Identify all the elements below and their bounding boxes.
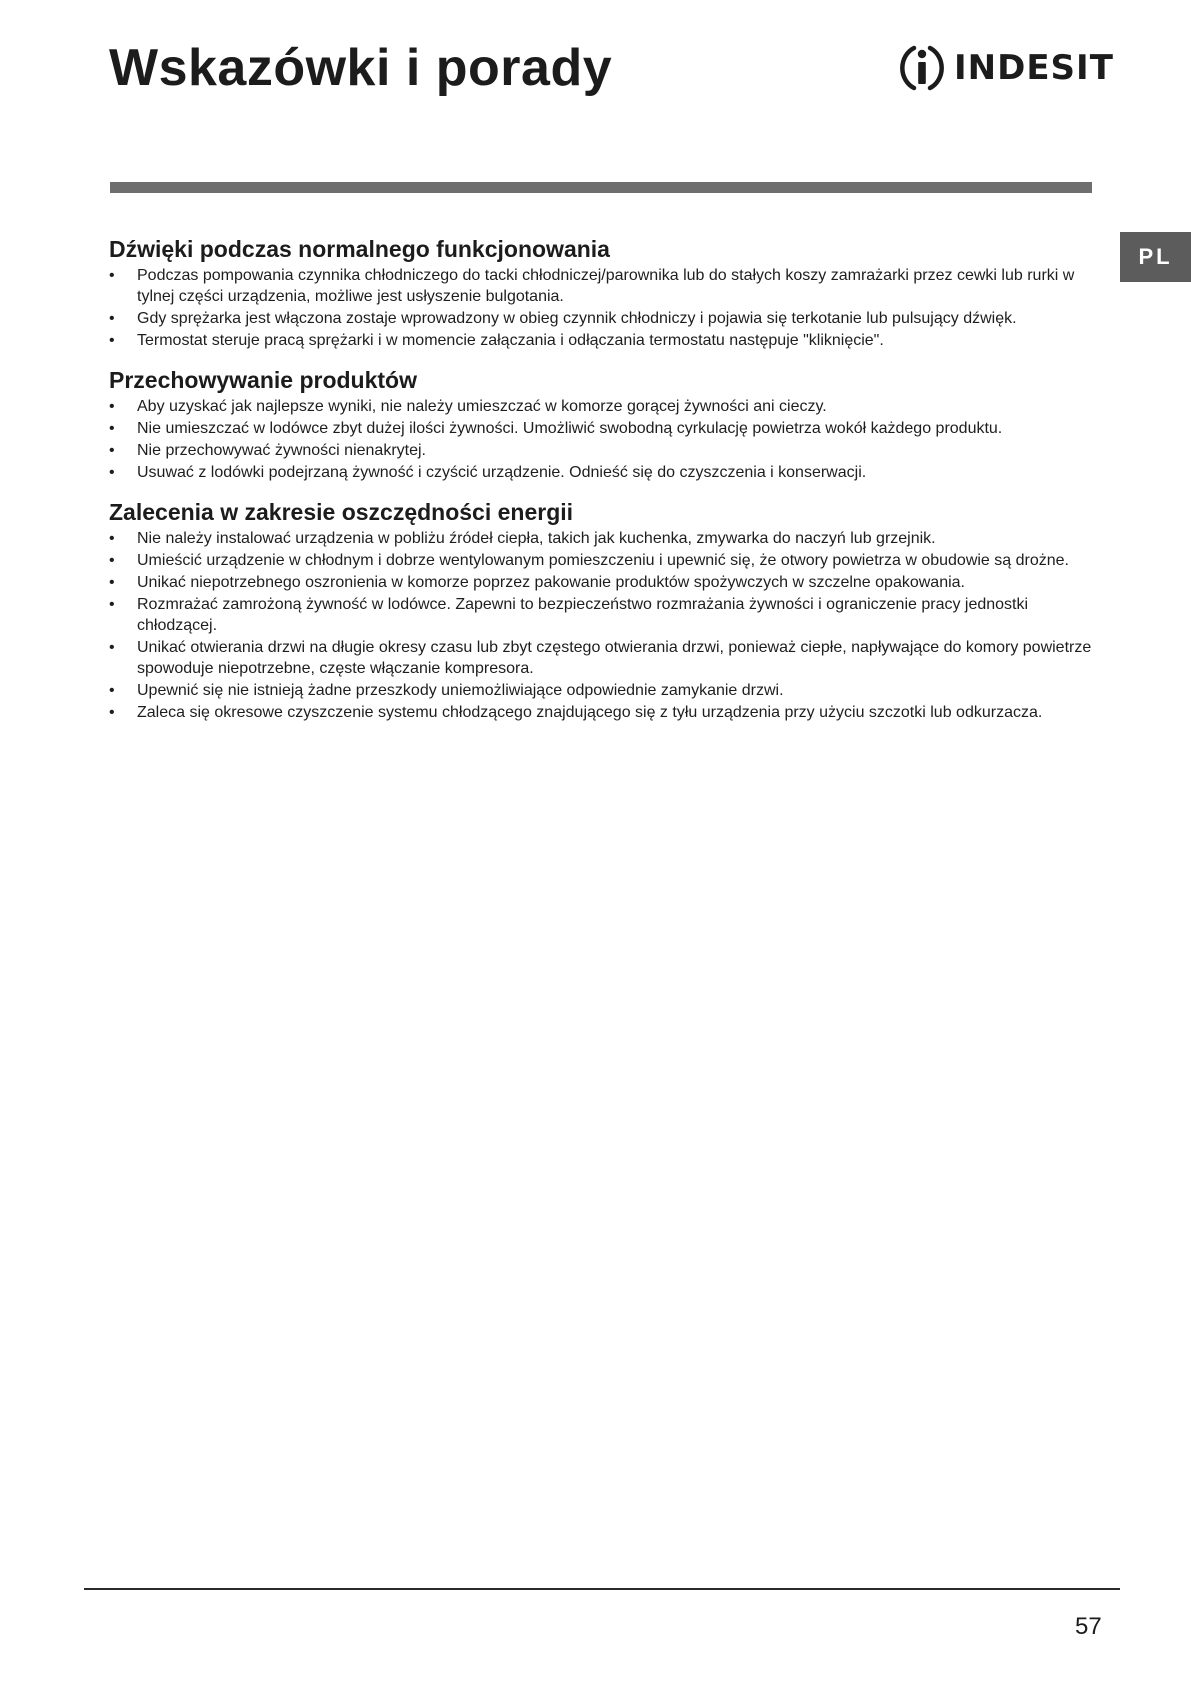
bullet-list [109,528,1094,723]
section-sounds [109,234,1094,351]
list-item: • Nie umieszczać w lodówce zbyt dużej ilości żywności. Umożliwić swobodną cyrkulację powietrza wokół każdego produktu. [109,418,1094,439]
list-item: • Podczas pompowania czynnika chłodniczego do tacki chłodniczej/parownika lub do stałych koszy zamrażarki przez cewki lub rurki w tylnej części urządzenia, możliwe jest usłyszenie bulgotania. [109,265,1094,307]
section-heading: Przechowywanie produktów [109,367,417,393]
list-item: • Unikać otwierania drzwi na długie okresy czasu lub zbyt częstego otwierania drzwi, ponieważ ciepłe, napływające do komory powietrze spowoduje niepotrzebne, częste włączanie kompresora. [109,637,1094,679]
footer-divider [84,1588,1120,1590]
list-item: • Gdy sprężarka jest włączona zostaje wprowadzony w obieg czynnik chłodniczy i pojawia się terkotanie lub pulsujący dźwięk. [109,308,1094,329]
section-energy [109,497,1094,723]
brand-name: INDESIT [954,48,1114,88]
list-item: • Rozmrażać zamrożoną żywność w lodówce. Zapewni to bezpieczeństwo rozmrażania żywności i ograniczenie pracy jednostki chłodzącej. [109,594,1094,636]
list-item: • Nie należy instalować urządzenia w pobliżu źródeł ciepła, takich jak kuchenka, zmywarka do naczyń lub grzejnik. [109,528,1094,549]
section-heading: Dźwięki podczas normalnego funkcjonowania [109,236,610,262]
indesit-logo-icon [896,40,948,96]
bullet-list [109,396,1094,483]
list-item: • Aby uzyskać jak najlepsze wyniki, nie należy umieszczać w komorze gorącej żywności ani cieczy. [109,396,1094,417]
page-title: Wskazówki i porady [109,39,613,97]
list-item: • Usuwać z lodówki podejrzaną żywność i czyścić urządzenie. Odnieść się do czyszczenia i konserwacji. [109,462,1094,483]
section-heading: Zalecenia w zakresie oszczędności energii [109,499,574,525]
brand-logo [896,40,1114,96]
list-item: • Upewnić się nie istnieją żadne przeszkody uniemożliwiające odpowiednie zamykanie drzwi. [109,680,1094,701]
list-item: • Unikać niepotrzebnego oszronienia w komorze poprzez pakowanie produktów spożywczych w szczelne opakowania. [109,572,1094,593]
language-tab: PL [1120,232,1191,282]
section-storage [109,365,1094,483]
list-item: • Zaleca się okresowe czyszczenie systemu chłodzącego znajdującego się z tyłu urządzenia przy użyciu szczotki lub odkurzacza. [109,702,1094,723]
main-content [109,234,1094,737]
bullet-list [109,265,1094,351]
list-item: • Nie przechowywać żywności nienakrytej. [109,440,1094,461]
page-number: 57 [1075,1613,1102,1640]
title-divider [110,182,1092,193]
list-item: • Termostat steruje pracą sprężarki i w momencie załączania i odłączania termostatu następuje "kliknięcie". [109,330,1094,351]
list-item: • Umieścić urządzenie w chłodnym i dobrze wentylowanym pomieszczeniu i upewnić się, że otwory powietrza w obudowie są drożne. [109,550,1094,571]
